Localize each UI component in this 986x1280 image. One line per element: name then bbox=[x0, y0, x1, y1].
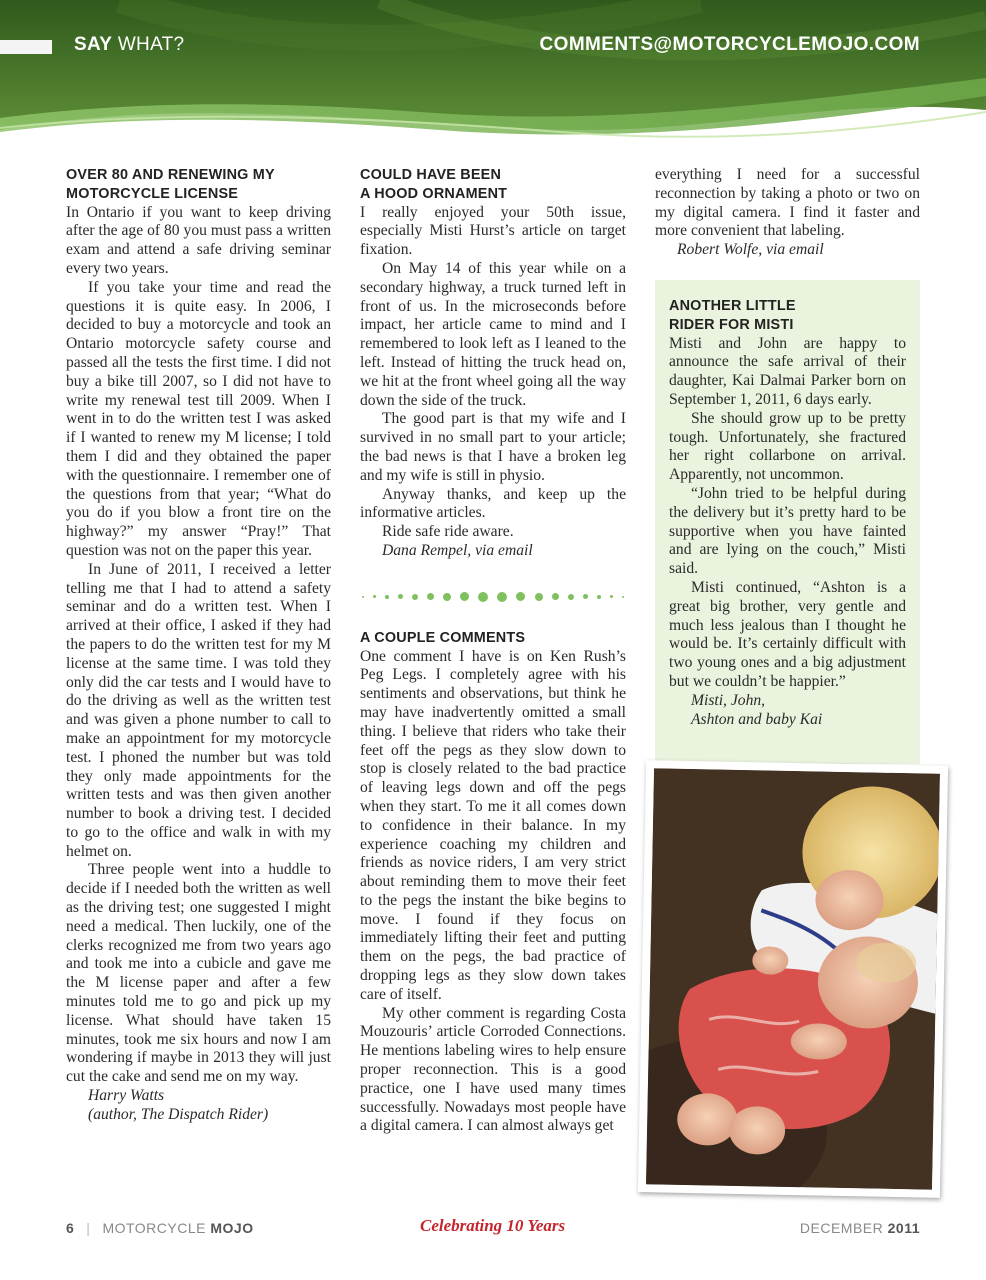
divider-dot bbox=[478, 592, 488, 602]
page-number: 6 bbox=[66, 1220, 75, 1236]
header-banner bbox=[0, 0, 986, 150]
divider-dot bbox=[552, 593, 559, 600]
signature-credit: (author, The Dispatch Rider) bbox=[88, 1105, 269, 1123]
letter-continuation bbox=[655, 166, 920, 260]
photo-image bbox=[646, 768, 940, 1189]
letter-hood-ornament bbox=[360, 166, 626, 1136]
paragraph: Misti and John are happy to announce the safe arrival of their daughter, Kai Dalmai Parker born on September 1, 2011, 6 days early. bbox=[669, 334, 906, 408]
paragraph: Anyway thanks, and keep up the informative articles. bbox=[360, 485, 626, 522]
divider-dot bbox=[373, 595, 376, 598]
anniversary-tagline: Celebrating 10 Years bbox=[420, 1216, 566, 1235]
divider-dot bbox=[385, 595, 389, 599]
signature-name: Harry Watts bbox=[88, 1087, 165, 1105]
footer-page-info: 6 | MOTORCYCLE MOJO bbox=[66, 1220, 254, 1236]
paragraph: Ride safe ride aware. bbox=[382, 523, 514, 541]
signature-line: Misti, John, bbox=[691, 691, 766, 709]
paragraph: Misti continued, “Ashton is a great big brother, very gentle and much less jealous than I thought he would be. It’s certainly difficult with two young ones and a big adjustment but we couldn’t be happier.” bbox=[669, 578, 906, 690]
divider-dot bbox=[427, 593, 434, 600]
divider-dot bbox=[516, 592, 525, 601]
magazine-name: MOTORCYCLE bbox=[102, 1220, 211, 1236]
signature: Robert Wolfe, via email bbox=[677, 241, 824, 259]
divider-dot bbox=[497, 592, 507, 602]
divider-dot bbox=[460, 592, 469, 601]
magazine-name-bold: MOJO bbox=[210, 1220, 254, 1236]
letter-heading: OVER 80 AND RENEWING MY MOTORCYCLE LICENSE bbox=[66, 167, 275, 202]
contact-email: COMMENTS@MOTORCYCLEMOJO.COM bbox=[539, 34, 920, 55]
paragraph: The good part is that my wife and I survived in no small part to your article; the bad news is that I have a broken leg and my wife is still in physio. bbox=[360, 410, 626, 484]
divider-dot bbox=[610, 595, 613, 598]
paragraph: In Ontario if you want to keep driving after the age of 80 you must pass a written exam and attend a safe driving seminar every two years. bbox=[66, 203, 331, 277]
divider-dot bbox=[597, 595, 601, 599]
divider-dot bbox=[362, 596, 364, 598]
divider-dot bbox=[412, 594, 418, 600]
letter-over-80 bbox=[66, 166, 331, 1125]
paragraph: If you take your time and read the questions it is quite easy. In 2006, I decided to buy a motorcycle and took an Ontario motorcycle safety course and passed all the tests the first time. I did not buy a bike till 2007, so I did not have to write my renewal test till 2009. When I went in to do the written test I was asked if I wanted to renew my M license; I told them I did and they obtained the paper with the questionnaire. I remember one of the questions from that year; “What do you do if you blow a front tire on the highway?” my answer “Pray!” That question was not on the paper this year. bbox=[66, 278, 331, 559]
divider-dot bbox=[443, 593, 451, 601]
divider-dot bbox=[398, 594, 403, 599]
letter-heading: COULD HAVE BEEN A HOOD ORNAMENT bbox=[360, 167, 508, 202]
paragraph: I really enjoyed your 50th issue, especially Misti Hurst’s article on target fixation. bbox=[360, 203, 626, 259]
paragraph: One comment I have is on Ken Rush’s Peg Legs. I completely agree with his sentiments and observations, but think he may have inadvertently omitted a small thing. I believe that riders who take their feet off the pegs as they slow down to stop is closely related to the bad practice of leaving legs down and off the pegs when they start. To me it all comes down to confidence in their balance. In my experience coaching my children and friends as novice riders, I am very strict about reminding them to move their feet to the pegs the instant the bike begins to move. I found if they focus on immediately lifting their feet and putting them on the pegs, the bad practice of dropping legs as they slow down takes care of itself. bbox=[360, 647, 626, 1003]
section-title: SAY WHAT? bbox=[74, 34, 185, 55]
dotted-divider bbox=[360, 587, 626, 607]
paragraph: Three people went into a huddle to decide if I needed both the written as well as the driving test; one suggested I might need a medical. Then luckily, one of the clerks recognized me from two years ago and took me into a cubicle and gave me the M license paper and after a few minutes told me to go and pick up my license. What should have taken 15 minutes, took me six hours and now I am wondering if maybe in 2013 they will just cut the cake and send me on my way. bbox=[66, 861, 331, 1086]
family-photo bbox=[638, 760, 948, 1198]
issue-date: DECEMBER 2011 bbox=[799, 1220, 920, 1236]
signature: Dana Rempel, via email bbox=[382, 541, 533, 559]
signature-line: Ashton and baby Kai bbox=[691, 710, 823, 728]
paragraph: everything I need for a successful reconnection by taking a photo or two on my digital camera. I find it faster and more convenient that labeling. bbox=[655, 166, 920, 240]
divider-dot bbox=[568, 594, 574, 600]
sidebar-heading: ANOTHER LITTLE RIDER FOR MISTI bbox=[669, 298, 796, 333]
header-accent-bar bbox=[0, 40, 52, 54]
paragraph: My other comment is regarding Costa Mouzouris’ article Corroded Connections. He mentions labeling wires to help ensure proper reconnection. This is a good practice, one I have used many times successfully. Nowadays most people have a digital camera. I can almost always get bbox=[360, 1004, 626, 1135]
sidebar-announcement bbox=[669, 297, 906, 729]
paragraph: “John tried to be helpful during the delivery but it’s pretty hard to be supportive when you have fainted and are lying on the couch,” Misti said. bbox=[669, 484, 906, 578]
green-wave-graphic bbox=[0, 0, 986, 150]
letter-heading: A COUPLE COMMENTS bbox=[360, 629, 526, 646]
paragraph: On May 14 of this year while on a secondary highway, a truck turned left in front of us. In the microseconds before impact, her article came to mind and I remembered to look left as I leaned to the left. Instead of hitting the truck head on, we hit at the front wheel going all the way down the side of the truck. bbox=[360, 259, 626, 409]
divider-dot bbox=[583, 594, 588, 599]
paragraph: She should grow up to be pretty tough. Unfortunately, she fractured her right collarbone on arrival. Apparently, not uncommon. bbox=[669, 409, 906, 484]
paragraph: In June of 2011, I received a letter telling me that I had to attend a safety seminar and do a written test. When I arrived at their office, I asked if they had the papers to do the written test for my M license at the same time. I was told they only did the car tests and I would have to do the driving as well as the written test and was given a phone number to call to make an appointment for my motorcycle test. I phoned the number but was told they only made appointments for the written tests and was then given another number to book a driving test. I decided to go to the office and walk in with my helmet on. bbox=[66, 560, 331, 860]
divider-dot bbox=[622, 596, 624, 598]
divider-dot bbox=[535, 593, 543, 601]
